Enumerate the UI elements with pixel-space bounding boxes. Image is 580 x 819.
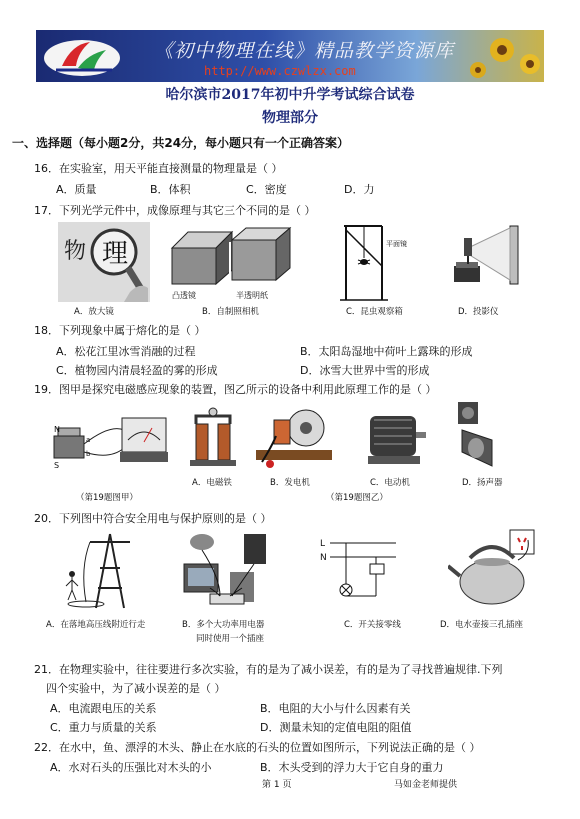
kettle-socket-figure: [448, 526, 540, 608]
translucent-paper-label: 半透明纸: [236, 291, 268, 300]
convex-lens-label: 凸透镜: [172, 291, 196, 300]
question-21-stem-line2: 四个实验中，为了减小误差的是（ ）: [46, 682, 226, 695]
projector-figure: [446, 224, 522, 298]
neutral-wire-label: N: [320, 553, 327, 563]
question-21-stem-line1: 21．在物理实验中，往往要进行多次实验，有的是为了减小误差，有的是为了寻找普遍规律.下列: [34, 663, 503, 676]
q17-caption-a: A．放大镜: [74, 307, 114, 317]
q17-caption-b: B．自制照相机: [202, 307, 259, 317]
induction-apparatus-figure: [50, 410, 174, 476]
site-logo-icon: [42, 36, 124, 78]
figure-label-li: 理: [102, 239, 129, 269]
question-20-stem: 20．下列图中符合安全用电与保护原则的是（ ）: [34, 512, 272, 525]
q18-option-d: D．冰雪大世界中雪的形成: [300, 364, 430, 377]
q16-option-b: B．体积: [150, 183, 191, 196]
q21-option-b: B．电阻的大小与什么因素有关: [260, 702, 411, 715]
pinhole-camera-figure: [166, 226, 298, 302]
exam-title: 哈尔滨市2017年初中升学考试综合试卷: [165, 87, 415, 103]
pole-s-label: S: [54, 461, 60, 470]
insect-viewer-figure: [330, 222, 430, 302]
q20-caption-a: A．在落地高压线附近行走: [46, 620, 146, 630]
q21-option-a: A．电流跟电压的关系: [50, 702, 157, 715]
figure-label-wu: 物: [64, 239, 87, 264]
q20-caption-b: B．多个大功率用电器: [182, 620, 265, 630]
wire-a-label: a: [86, 436, 91, 444]
page-number: 第 1 页: [262, 780, 292, 790]
sunflower-icon: [414, 30, 544, 82]
q19-caption-b: B．发电机: [270, 478, 310, 488]
q17-caption-d: D．投影仪: [458, 307, 499, 317]
switch-wiring-figure: [316, 534, 398, 604]
header-banner: [36, 30, 544, 82]
q16-option-a: A．质量: [56, 183, 97, 196]
exam-subtitle: 物理部分: [262, 110, 318, 126]
q22-option-b: B．木头受到的浮力大于它自身的重力: [260, 761, 444, 774]
question-18-stem: 18．下列现象中属于熔化的是（ ）: [34, 324, 206, 337]
q18-option-c: C．植物园内清晨轻盈的雾的形成: [56, 364, 218, 377]
q16-option-d: D．力: [344, 183, 375, 196]
q19-figure-b-label: （第19题图乙）: [326, 493, 388, 503]
banner-url[interactable]: http://www.czwlzx.com: [204, 64, 356, 78]
q16-option-c: C．密度: [246, 183, 287, 196]
q19-figure-a-label: （第19题图甲）: [76, 493, 138, 503]
generator-figure: [252, 406, 336, 470]
high-voltage-line-figure: [60, 528, 146, 610]
electromagnet-figure: [186, 406, 242, 472]
q18-option-a: A．松花江里冰雪消融的过程: [56, 345, 196, 358]
q19-caption-c: C．电动机: [370, 478, 410, 488]
q20-caption-c: C．开关接零线: [344, 620, 401, 630]
q18-option-b: B．太阳岛湿地中荷叶上露珠的形成: [300, 345, 473, 358]
q19-caption-a: A．电磁铁: [192, 478, 232, 488]
q17-caption-c: C．昆虫观察箱: [346, 307, 403, 317]
motor-figure: [362, 406, 428, 470]
banner-title: 《初中物理在线》精品教学资源库: [154, 40, 455, 62]
q21-option-d: D．测量未知的定值电阻的阻值: [260, 721, 412, 734]
speaker-figure: [452, 400, 500, 470]
question-16-stem: 16．在实验室，用天平能直接测量的物理量是（ ）: [34, 162, 283, 175]
magnifier-figure: [58, 222, 150, 302]
q20-caption-d: D．电水壶接三孔插座: [440, 620, 524, 630]
section-heading: 一、选择题（每小题2分，共24分，每小题只有一个正确答案）: [12, 136, 350, 150]
live-wire-label: L: [320, 539, 326, 549]
q19-caption-d: D．扬声器: [462, 478, 503, 488]
q22-option-a: A．水对石头的压强比对木头的小: [50, 761, 212, 774]
pole-n-label: N: [54, 425, 60, 434]
question-19-stem: 19．图甲是探究电磁感应现象的装置，图乙所示的设备中利用此原理工作的是（ ）: [34, 383, 437, 396]
provider-credit: 马如金老师提供: [394, 780, 458, 790]
question-22-stem: 22．在水中，鱼、漂浮的木头、静止在水底的石头的位置如图所示，下列说法正确的是（ ）: [34, 741, 481, 754]
wire-b-label: b: [86, 450, 91, 458]
overloaded-socket-figure: [180, 528, 276, 612]
q20-caption-b-line2: 同时使用一个插座: [196, 634, 265, 644]
question-17-stem: 17．下列光学元件中，成像原理与其它三个不同的是（ ）: [34, 204, 316, 217]
q21-option-c: C．重力与质量的关系: [50, 721, 157, 734]
plane-mirror-label: 平面镜: [386, 240, 407, 248]
